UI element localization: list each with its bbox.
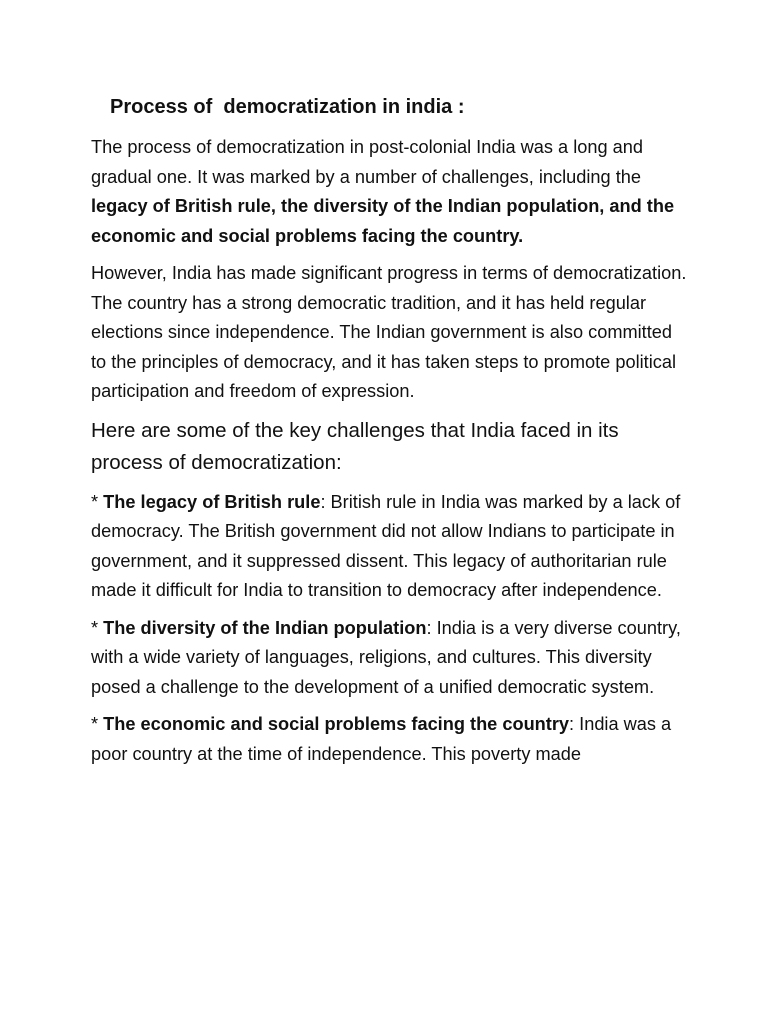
challenge-text: : India is a very diverse country, with a wide variety of languages, religions, and cultures. This diversity posed a challenge to the development of a unified democratic system. [91,617,681,697]
challenge-item [91,710,691,769]
challenge-title: The legacy of British rule [103,491,321,512]
intro-bold-text: legacy of British rule, the diversity of the Indian population, and the economic and social problems facing the country. [91,196,675,246]
bullet-marker: * [91,617,104,638]
progress-paragraph: However, India has made significant progress in terms of democratization. The country has a strong democratic tradition, and it has held regular elections since independence. The Indian government is also committed to the principles of democracy, and it has taken steps to promote political participation and freedom of expression. [91,263,687,401]
challenge-title: The economic and social problems facing the country [103,714,570,734]
challenges-heading: Here are some of the key challenges that India faced in its process of democratization: [91,418,619,474]
challenge-item [91,488,691,606]
intro-paragraph [91,133,691,251]
bullet-marker: * [91,491,104,512]
challenge-text: : India was a poor country at the time of independence. This poverty made [91,714,672,764]
challenge-item [91,614,691,703]
challenge-title: The diversity of the Indian population [103,617,427,638]
document-page [91,92,691,777]
challenge-text: : British rule in India was marked by a lack of democracy. The British government did not allow Indians to participate in government, and it suppressed dissent. This legacy of authoritarian rule made it difficult for India to transition to democracy after independence. [91,491,681,600]
bullet-marker: * [91,714,104,734]
document-title: Process of democratization in india : [110,96,465,118]
intro-text: The process of democratization in post-colonial India was a long and gradual one. It was marked by a number of challenges, including the [91,137,644,187]
